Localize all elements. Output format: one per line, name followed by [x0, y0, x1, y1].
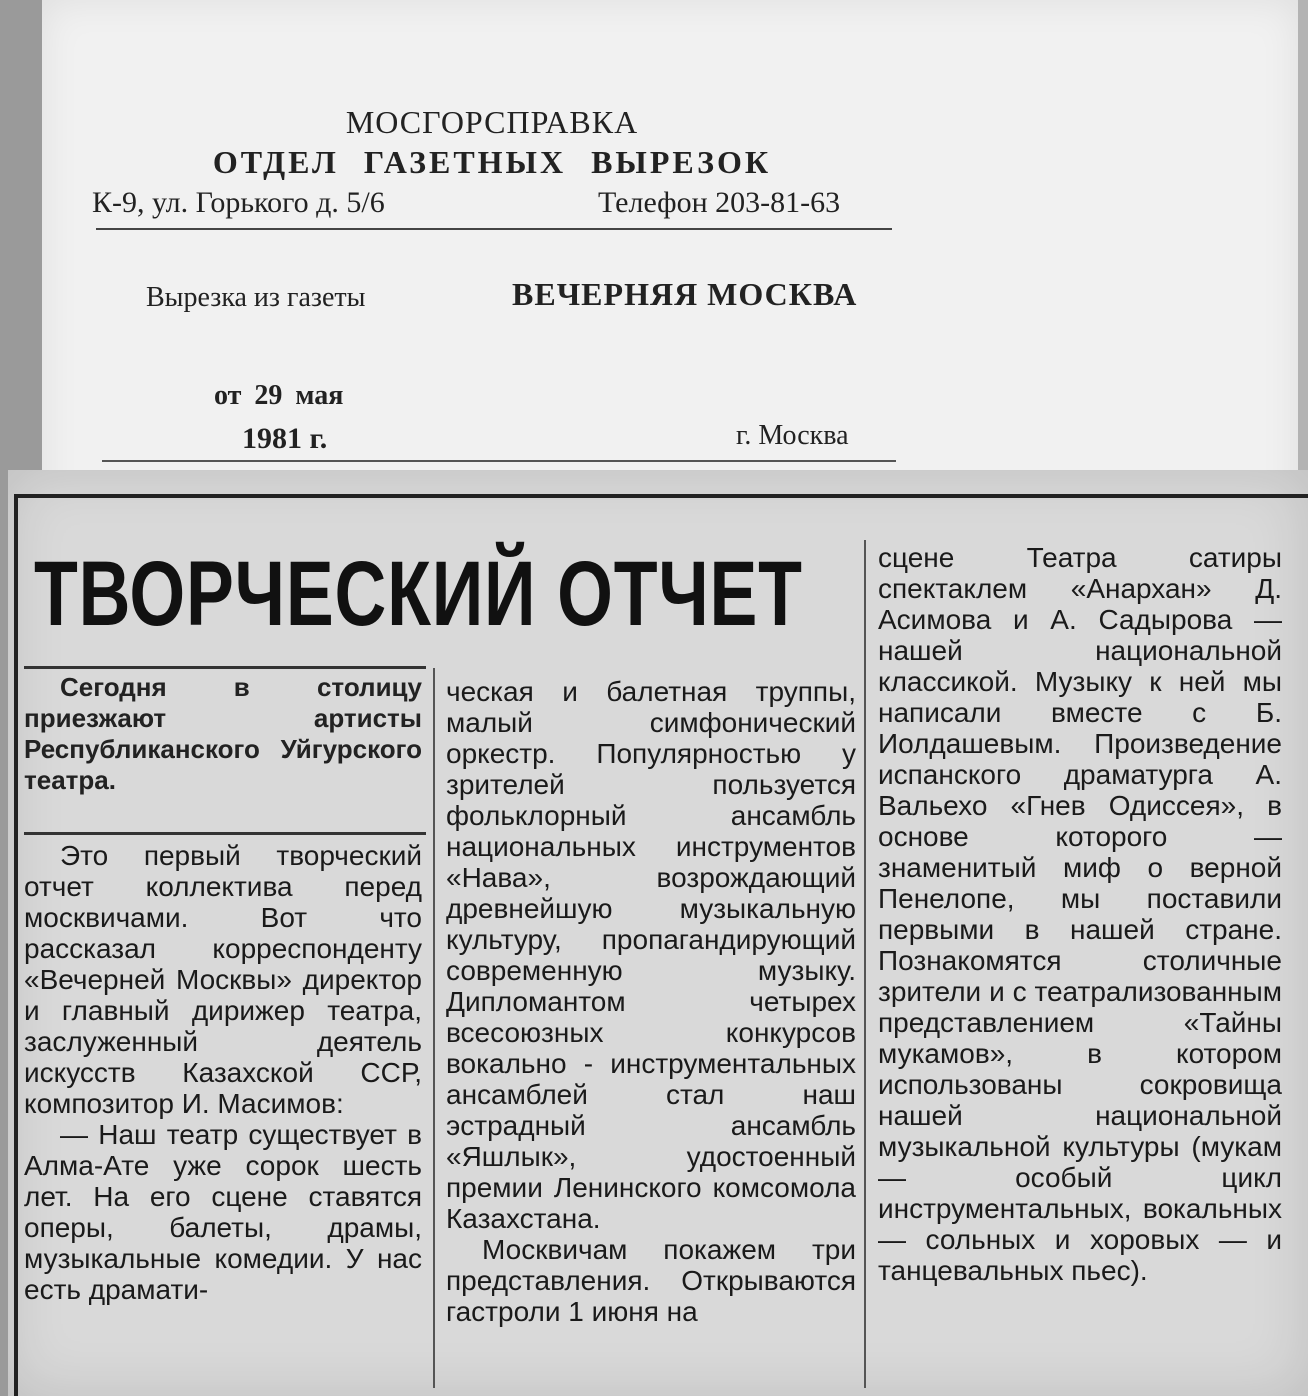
paragraph: сцене Театра сатиры спектаклем «Анархан» Д. Асимова и А. Садырова — нашей национальной классикой. Музыку к ней мы написали вместе с Б. Иолдашевым. Произведение испанского драматурга А. Вальехо «Гнев Одиссея», в основе которого — знаменитый миф о верной Пенелопе, мы поставили первыми в нашей стране. Познакомятся столичные зрители и с театрализованным представлением «Тайны мукамов», в котором использованы сокровища нашей национальной музыкальной культуры (мукам — особый цикл инструментальных, вокальных — сольных и хоровых — и танцевальных пьес).: [878, 542, 1282, 1286]
paragraph: ческая и балетная труппы, малый симфонический оркестр. Популярностью у зрителей пользуется фольклорный ансамбль национальных инструментов «Нава», возрождающий древнейшую музыкальную культуру, пропагандирующий современную музыку. Дипломантом четырех всесоюзных конкурсов вокально - инструментальных ансамблей стал наш эстрадный ансамбль «Яшлык», удостоенный премии Ленинского комсомола Казахстана.: [446, 676, 856, 1234]
header-divider: [96, 228, 892, 230]
article-lead: Сегодня в столицу приезжают артисты Республиканского Уйгурского театра.: [24, 672, 422, 795]
cut-from-label: Вырезка из газеты: [146, 282, 366, 313]
agency-address: К-9, ул. Горького д. 5/6: [92, 186, 385, 219]
lead-rule-top: [24, 666, 426, 669]
clipping-border-left: [14, 494, 18, 1396]
article-column-3: [878, 542, 1282, 1286]
newspaper-name: ВЕЧЕРНЯЯ МОСКВА: [512, 276, 858, 312]
lead-rule-bottom: [24, 832, 426, 835]
column-divider-1: [433, 668, 435, 1388]
agency-name: МОСГОРСПРАВКА: [345, 104, 639, 140]
article-headline: ТВОРЧЕСКИЙ ОТЧЕТ: [34, 543, 803, 645]
article-column-1: [24, 840, 422, 1305]
paragraph: Это первый творческий отчет коллектива перед москвичами. Вот что рассказал корреспонденту «Вечерней Москвы» директор и главный дирижер театра, заслуженный деятель искусств Казахской ССР, композитор И. Масимов:: [24, 840, 422, 1119]
header-bottom-divider: [102, 460, 896, 462]
clipping-border-top: [14, 494, 1308, 498]
paragraph: Москвичам покажем три представления. Открываются гастроли 1 июня на: [446, 1234, 856, 1327]
paragraph: — Наш театр существует в Алма-Ате уже сорок шесть лет. На его сцене ставятся оперы, балеты, драмы, музыкальные комедии. У нас есть драмати-: [24, 1119, 422, 1305]
clipping-date: от 29 мая: [214, 380, 344, 411]
clipping-city: г. Москва: [736, 420, 849, 451]
clipping-year: 1981 г.: [242, 422, 328, 455]
department-name: ОТДЕЛ ГАЗЕТНЫХ ВЫРЕЗОК: [212, 144, 772, 180]
header-slip: [42, 0, 1298, 520]
column-divider-2: [864, 540, 866, 1388]
agency-phone: Телефон 203-81-63: [598, 186, 841, 219]
article-column-2: [446, 676, 856, 1327]
